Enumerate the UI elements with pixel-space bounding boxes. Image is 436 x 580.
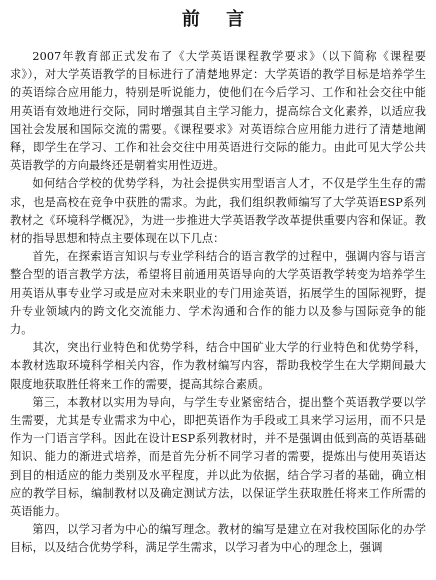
paragraph-2: 如何结合学校的优势学科，为社会提供实用型语言人才，不仅是学生生存的需求，也是高校在竞争中获胜的需求。为此，我们组织教师编写了大学英语ESP系列教材之《环境科学概况》，为进一步推进大学英语教学改革提供重要内容和保证。教材的指导思想和特点主要体现在以下几点：: [10, 177, 426, 246]
document-page: [10, 0, 426, 580]
paragraph-5: 第三，本教材以实用为导向，与学生专业紧密结合，提出整个英语教学要以学生需要，尤其是专业需求为中心，即把英语作为手段或工具来学习运用，而不只是作为一门语言学科。因此在设计ESP系列教材时，并不是强调由低到高的英语基础知识、能力的渐进式培养，而是首先分析不同学习者的需要，提炼出与使用英语达到目的相适应的能力类别及水平程度，并以此为依据，结合学习者的基础，确立相应的教学目标，编制教材以及确定测试方法，以保证学生获取胜任将来工作所需的英语能力。: [10, 395, 426, 519]
paragraph-3: 首先，在探索语言知识与专业学科结合的语言教学的过程中，强调内容与语言整合型的语言教学方法，希望将目前通用英语导向的大学英语教学转变为培养学生用英语从事专业学习或是应对未来职业的专门用途英语，拓展学生的国际视野，提升专业领域内的跨文化交流能力、学术沟通和合作的能力以及参与国际竞争的能力。: [10, 250, 426, 337]
paragraph-4: 其次，突出行业特色和优势学科，结合中国矿业大学的行业特色和优势学科，本教材选取环境科学相关内容，作为教材编写内容，帮助我校学生在大学期间最大限度地获取胜任将来工作的需要，提高其综合素质。: [10, 341, 426, 391]
paragraph-1: 2007年教育部正式发布了《大学英语课程教学要求》（以下简称《课程要求》），对大学英语教学的目标进行了清楚地界定：大学英语的教学目标是培养学生的英语综合应用能力，特别是听说能力，使他们在今后学习、工作和社会交往中能用英语有效地进行交际，同时增强其自主学习能力，提高综合文化素养，以适应我国社会发展和国际交流的需要。《课程要求》对英语综合应用能力进行了清楚地阐释，即学生在学习、工作和社会交往中用英语进行交际的能力。由此可见大学公共英语教学的方向最终还是朝着实用性迈进。: [10, 50, 426, 173]
page-title: 前 言: [181, 9, 255, 30]
paragraph-6: 第四，以学习者为中心的编写理念。教材的编写是建立在对我校国际化的办学目标，以及结合优势学科，满足学生需求，以学习者为中心的理念上，强调: [10, 523, 426, 555]
document-body: [10, 48, 426, 558]
